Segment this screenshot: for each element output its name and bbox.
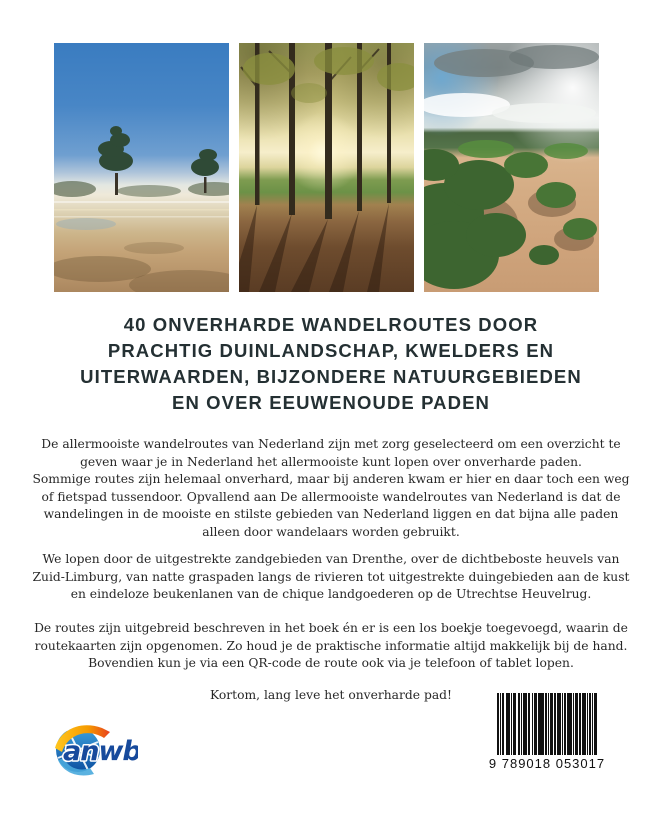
body-line: en eindeloze beukenlanen van de chique landgoederen op de Utrechtse Heuvelrug. [70,587,592,602]
photo-row [54,43,599,292]
body-line: Bovendien kun je via een QR-code de route ook via je telefoon of tablet lopen. [88,656,574,671]
photo-dunes-aerial [424,43,599,292]
body-line: Sommige routes zijn helemaal onverhard, maar bij anderen kwam er hier en daar toch een weg [32,472,630,487]
isbn-number: 9 789018 053017 [488,756,606,771]
pine-tree-silhouette [98,126,133,195]
body-line: of fietspad tussendoor. Opvallend aan De allermooiste wandelroutes van Nederland is dat de [41,489,621,504]
title-line: EN OVER EEUWENOUDE PADEN [172,392,490,413]
cover-title [0,312,662,416]
title-line: UITERWAARDEN, BIJZONDERE NATUURGEBIEDEN [80,366,582,387]
title-line: 40 ONVERHARDE WANDELROUTES DOOR [123,314,539,335]
horizon-shrubs [54,181,229,197]
forest-illustration [239,43,414,292]
body-line: Zuid-Limburg, van natte graspaden langs de rivieren tot uitgestrekte duingebieden aan de kust [32,569,630,584]
body-line: Kortom, lang leve het onverharde pad! [210,688,452,702]
anwb-logo-graphic [54,722,138,776]
body-line: De routes zijn uitgebreid beschreven in het boek én er is een los boekje toegevoegd, waarin de [34,621,628,635]
paragraph-regions [0,551,662,604]
sand-shadows [54,242,229,292]
body-line: geven waar je in Nederland het allermooiste kunt lopen over onverharde paden. [80,454,582,469]
barcode-bars [497,693,597,755]
body-line: De allermooiste wandelroutes van Nederland zijn met zorg geselecteerd om een overzicht te [41,437,621,451]
title-line: PRACHTIG DUINLANDSCHAP, KWELDERS EN [107,340,555,361]
body-line: routekaarten zijn opgenomen. Zo houd je de praktische informatie altijd makkelijk bij de hand. [34,638,628,653]
anwb-wordmark: anwb [63,736,138,767]
paragraph-intro [0,436,662,542]
photo-autumn-forest [239,43,414,292]
barcode [497,693,597,755]
paragraph-booklet [0,620,662,673]
anwb-logo [54,722,138,776]
body-line: alleen door wandelaars worden gebruikt. [202,524,460,539]
dunes-illustration [424,43,599,292]
frost-grass-streaks [54,201,229,230]
photo-heathland [54,43,229,292]
body-line: wandelingen in de mooiste en stilste gebieden van Nederland liggen en dat bijna alle paden [43,507,619,522]
ground-shadows [239,203,389,292]
heathland-illustration [54,43,229,292]
clouds [424,45,599,123]
body-line: We lopen door de uitgestrekte zandgebieden van Drenthe, over de dichtbeboste heuvels van [42,552,620,566]
